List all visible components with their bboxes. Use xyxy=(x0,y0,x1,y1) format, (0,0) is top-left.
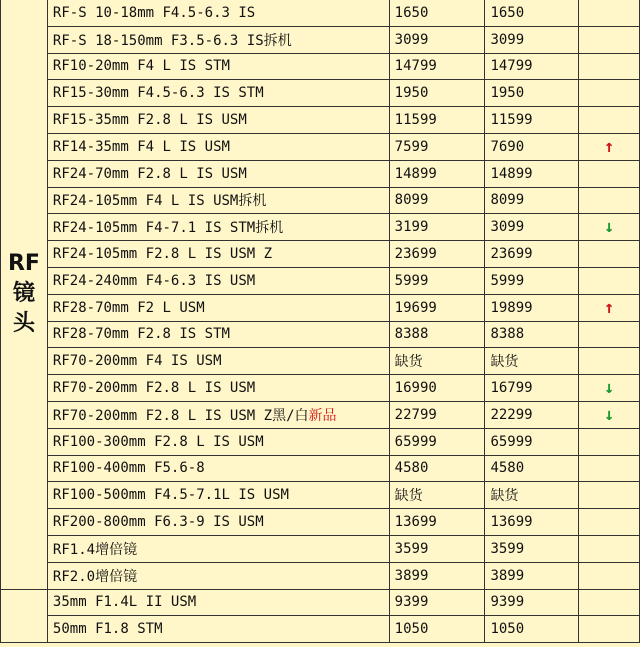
trend-cell-empty xyxy=(579,241,640,268)
lens-name: RF24-105mm F4 L IS USM拆机 xyxy=(52,193,267,210)
current-price-cell: 3599 xyxy=(485,535,579,562)
lens-name-cell xyxy=(47,160,389,187)
previous-price-cell: 19699 xyxy=(389,294,485,321)
lens-name: RF10-20mm F4 L IS STM xyxy=(52,58,230,75)
lens-name: RF70-200mm F2.8 L IS USM Z黑/白 xyxy=(52,407,309,424)
lens-name: RF100-500mm F4.5-7.1L IS USM xyxy=(52,487,289,504)
arrow-up-icon: ↑ xyxy=(603,297,615,318)
trend-cell-empty xyxy=(579,267,640,294)
trend-cell-empty xyxy=(579,187,640,214)
price-down-arrow-icon xyxy=(579,375,640,402)
arrow-down-icon: ↓ xyxy=(603,378,615,399)
current-price-cell: 14799 xyxy=(485,53,579,80)
previous-price-cell: 3199 xyxy=(389,214,485,241)
lens-name-cell xyxy=(47,455,389,482)
previous-price-cell: 3099 xyxy=(389,26,485,53)
arrow-down-icon: ↓ xyxy=(603,404,615,425)
lens-name: RF24-105mm F4-7.1 IS STM拆机 xyxy=(52,220,284,237)
trend-cell-empty xyxy=(579,321,640,348)
lens-name-cell xyxy=(47,214,389,241)
category-label-line: 镜 xyxy=(12,281,35,307)
previous-price-cell: 23699 xyxy=(389,241,485,268)
current-price-cell: 16799 xyxy=(485,375,579,402)
lens-name-cell xyxy=(47,0,389,26)
lens-name-cell xyxy=(47,401,389,428)
trend-cell-empty xyxy=(579,53,640,80)
current-price-cell: 1050 xyxy=(485,616,579,643)
previous-price-cell: 22799 xyxy=(389,401,485,428)
previous-price-cell: 5999 xyxy=(389,267,485,294)
lens-name-cell xyxy=(47,375,389,402)
current-price-cell: 22299 xyxy=(485,401,579,428)
lens-name-cell xyxy=(47,509,389,536)
trend-cell-empty xyxy=(579,455,640,482)
trend-cell-empty xyxy=(579,589,640,616)
category-cell-rf-lens xyxy=(1,0,48,589)
current-price-cell: 1950 xyxy=(485,80,579,107)
previous-price-cell: 65999 xyxy=(389,428,485,455)
previous-price-cell: 14799 xyxy=(389,53,485,80)
lens-name-cell xyxy=(47,535,389,562)
lens-name: RF28-70mm F2.8 IS STM xyxy=(52,326,230,343)
lens-name: RF70-200mm F2.8 L IS USM xyxy=(52,380,256,397)
lens-name: RF24-70mm F2.8 L IS USM xyxy=(52,165,247,182)
previous-price-cell: 4580 xyxy=(389,455,485,482)
current-price-cell: 65999 xyxy=(485,428,579,455)
new-product-tag: 新品 xyxy=(308,407,337,424)
previous-price-cell: 3599 xyxy=(389,535,485,562)
lens-name: RF24-105mm F2.8 L IS USM Z xyxy=(52,246,273,263)
table-row xyxy=(1,455,640,482)
table-row xyxy=(1,589,640,616)
trend-cell-empty xyxy=(579,509,640,536)
table-row xyxy=(1,562,640,589)
trend-cell-empty xyxy=(579,428,640,455)
trend-cell-empty xyxy=(579,160,640,187)
previous-price-cell: 9399 xyxy=(389,589,485,616)
lens-name-cell xyxy=(47,267,389,294)
lens-name: RF100-300mm F2.8 L IS USM xyxy=(52,433,264,450)
table-row xyxy=(1,321,640,348)
current-price-cell: 3899 xyxy=(485,562,579,589)
table-row xyxy=(1,160,640,187)
table-row xyxy=(1,509,640,536)
lens-name-cell xyxy=(47,107,389,134)
lens-name: RF24-240mm F4-6.3 IS USM xyxy=(52,272,256,289)
lens-name-cell xyxy=(47,428,389,455)
lens-name-cell xyxy=(47,241,389,268)
previous-price-cell: 1650 xyxy=(389,0,485,26)
trend-cell-empty xyxy=(579,348,640,375)
current-price-cell: 3099 xyxy=(485,214,579,241)
current-price-cell: 8388 xyxy=(485,321,579,348)
previous-price-cell: 3899 xyxy=(389,562,485,589)
current-price-cell: 11599 xyxy=(485,107,579,134)
trend-cell-empty xyxy=(579,107,640,134)
trend-cell-empty xyxy=(579,535,640,562)
previous-price-cell: 16990 xyxy=(389,375,485,402)
category-label-line: 头 xyxy=(12,311,35,337)
lens-name-cell xyxy=(47,589,389,616)
table-row xyxy=(1,428,640,455)
lens-name: RF100-400mm F5.6-8 xyxy=(52,460,205,477)
lens-name-cell xyxy=(47,321,389,348)
current-price-cell: 19899 xyxy=(485,294,579,321)
current-price-cell: 4580 xyxy=(485,455,579,482)
table-row xyxy=(1,133,640,160)
previous-price-cell: 8388 xyxy=(389,321,485,348)
current-price-cell: 3099 xyxy=(485,26,579,53)
lens-name: RF70-200mm F4 IS USM xyxy=(52,353,222,370)
trend-cell-empty xyxy=(579,26,640,53)
table-row xyxy=(1,294,640,321)
current-price-cell: 缺货 xyxy=(485,482,579,509)
trend-cell-empty xyxy=(579,616,640,643)
current-price-cell: 14899 xyxy=(485,160,579,187)
current-price-cell: 7690 xyxy=(485,133,579,160)
previous-price-cell: 11599 xyxy=(389,107,485,134)
category-label-line: RF xyxy=(7,251,40,277)
lens-name: 35mm F1.4L II USM xyxy=(52,594,197,611)
current-price-cell: 13699 xyxy=(485,509,579,536)
trend-cell-empty xyxy=(579,562,640,589)
lens-name-cell xyxy=(47,26,389,53)
trend-cell-empty xyxy=(579,482,640,509)
previous-price-cell: 1050 xyxy=(389,616,485,643)
price-down-arrow-icon xyxy=(579,214,640,241)
price-up-arrow-icon xyxy=(579,133,640,160)
lens-name-cell xyxy=(47,53,389,80)
table-row xyxy=(1,107,640,134)
table-row xyxy=(1,348,640,375)
lens-name-cell xyxy=(47,133,389,160)
trend-cell-empty xyxy=(579,0,640,26)
previous-price-cell: 缺货 xyxy=(389,348,485,375)
lens-name-cell xyxy=(47,294,389,321)
lens-price-table-body xyxy=(1,0,640,643)
previous-price-cell: 缺货 xyxy=(389,482,485,509)
previous-price-cell: 13699 xyxy=(389,509,485,536)
previous-price-cell: 7599 xyxy=(389,133,485,160)
current-price-cell: 5999 xyxy=(485,267,579,294)
lens-name-cell xyxy=(47,187,389,214)
lens-name: RF-S 10-18mm F4.5-6.3 IS xyxy=(52,4,256,21)
lens-name: RF15-30mm F4.5-6.3 IS STM xyxy=(52,85,264,102)
lens-name: RF1.4增倍镜 xyxy=(52,541,138,558)
previous-price-cell: 1950 xyxy=(389,80,485,107)
lens-name: RF14-35mm F4 L IS USM xyxy=(52,138,230,155)
previous-price-cell: 14899 xyxy=(389,160,485,187)
table-row xyxy=(1,187,640,214)
table-row xyxy=(1,482,640,509)
lens-name: RF15-35mm F2.8 L IS USM xyxy=(52,112,247,129)
table-row xyxy=(1,26,640,53)
current-price-cell: 9399 xyxy=(485,589,579,616)
arrow-up-icon: ↑ xyxy=(603,136,615,157)
lens-name-cell xyxy=(47,562,389,589)
price-down-arrow-icon xyxy=(579,401,640,428)
previous-price-cell: 8099 xyxy=(389,187,485,214)
lens-name: RF200-800mm F6.3-9 IS USM xyxy=(52,514,264,531)
lens-name-cell xyxy=(47,348,389,375)
arrow-down-icon: ↓ xyxy=(603,217,615,238)
current-price-cell: 8099 xyxy=(485,187,579,214)
table-row xyxy=(1,214,640,241)
table-row xyxy=(1,535,640,562)
table-row xyxy=(1,241,640,268)
lens-name-cell xyxy=(47,616,389,643)
table-row xyxy=(1,375,640,402)
table-row xyxy=(1,401,640,428)
current-price-cell: 1650 xyxy=(485,0,579,26)
lens-name: RF28-70mm F2 L USM xyxy=(52,299,205,316)
table-row xyxy=(1,0,640,26)
lens-name: RF2.0增倍镜 xyxy=(52,568,138,585)
category-cell-ef-lens xyxy=(1,589,48,643)
lens-name: 50mm F1.8 STM xyxy=(52,621,163,638)
current-price-cell: 缺货 xyxy=(485,348,579,375)
table-row xyxy=(1,267,640,294)
table-row xyxy=(1,616,640,643)
table-row xyxy=(1,80,640,107)
current-price-cell: 23699 xyxy=(485,241,579,268)
table-row xyxy=(1,53,640,80)
trend-cell-empty xyxy=(579,80,640,107)
lens-name: RF-S 18-150mm F3.5-6.3 IS拆机 xyxy=(52,32,292,49)
lens-name-cell xyxy=(47,482,389,509)
price-up-arrow-icon xyxy=(579,294,640,321)
lens-name-cell xyxy=(47,80,389,107)
